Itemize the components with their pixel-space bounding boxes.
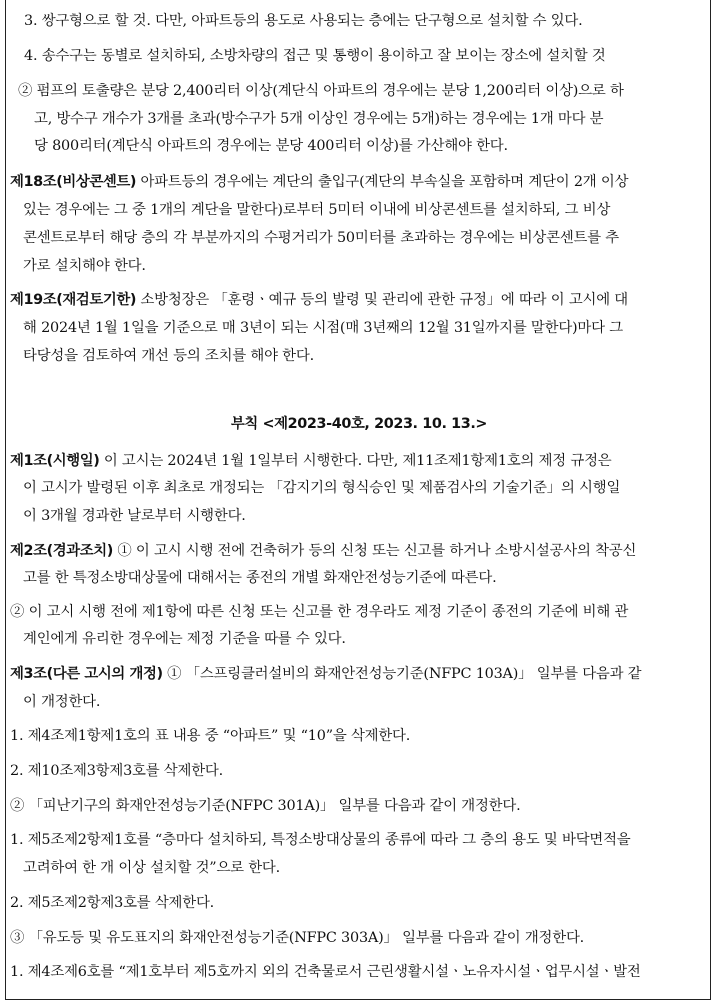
article-19-line-1: 제19조(재검토기한) 소방청장은 「훈령ㆍ예규 등의 발령 및 관리에 관한 규정」에 따라 이 고시에 대 bbox=[10, 292, 629, 308]
addenda-article-3-para-3-item-1: 1. 제4조제6호를 “제1호부터 제5호까지 외의 건축물로서 근린생활시설ㆍ노유자시설ㆍ업무시설ㆍ발전 bbox=[10, 964, 641, 980]
article-18-line-2: 있는 경우에는 그 중 1개의 계단을 말한다)로부터 5미터 이내에 비상콘센트를 설치하되, 그 비상 bbox=[23, 202, 611, 218]
prev-para-2-line-3: 당 800리터(계단식 아파트의 경우에는 분당 400리터 이상)를 가산해야 한다. bbox=[34, 138, 508, 154]
addenda-article-1-heading: 제1조(시행일) bbox=[10, 453, 100, 469]
addenda-article-3-para-3: ③ 「유도등 및 유도표지의 화재안전성능기준(NFPC 303A)」 일부를 다음과 같이 개정한다. bbox=[10, 930, 585, 946]
article-18-line-4: 가로 설치해야 한다. bbox=[23, 258, 146, 274]
prev-para-2-line-2: 고, 방수구 개수가 3개를 초과(방수구가 5개 이상인 경우에는 5개)하는 경우에는 1개 마다 분 bbox=[34, 111, 604, 127]
addenda-article-3-para-2-item-1-line-2: 고려하여 한 개 이상 설치할 것”으로 한다. bbox=[23, 860, 281, 876]
prev-para-2-line-1: ② 펌프의 토출량은 분당 2,400리터 이상(계단식 아파트의 경우에는 분당 1,200리터 이상)으로 하 bbox=[18, 83, 624, 99]
addenda-article-1-line-3: 이 3개월 경과한 날로부터 시행한다. bbox=[23, 508, 246, 524]
addenda-article-3-para-2-item-1-line-1: 1. 제5조제2항제1호를 “층마다 설치하되, 특정소방대상물의 종류에 따라 그 층의 용도 및 바닥면적을 bbox=[10, 832, 631, 848]
addenda-article-2-line-1: 제2조(경과조치) ① 이 고시 시행 전에 건축허가 등의 신청 또는 신고를 하거나 소방시설공사의 착공신 bbox=[10, 543, 637, 559]
article-18-line-1: 제18조(비상콘센트) 아파트등의 경우에는 계단의 출입구(계단의 부속실을 포함하며 계단이 2개 이상 bbox=[10, 174, 629, 190]
addenda-article-2-line-2: 고를 한 특정소방대상물에 대해서는 종전의 개별 화재안전성능기준에 따른다. bbox=[23, 570, 497, 586]
addenda-title: 부칙 <제2023-40호, 2023. 10. 13.> bbox=[230, 416, 488, 432]
prev-item-3: 3. 쌍구형으로 할 것. 다만, 아파트등의 용도로 사용되는 층에는 단구형으로 설치할 수 있다. bbox=[24, 13, 583, 29]
addenda-article-2-para-2-line-2: 계인에게 유리한 경우에는 제정 기준을 따를 수 있다. bbox=[23, 631, 346, 647]
addenda-article-2-heading: 제2조(경과조치) bbox=[10, 543, 113, 559]
addenda-article-3-line-2: 이 개정한다. bbox=[23, 694, 101, 710]
addenda-article-3-para-2-item-2: 2. 제5조제2항제3호를 삭제한다. bbox=[10, 895, 215, 911]
prev-item-4: 4. 송수구는 동별로 설치하되, 소방차량의 접근 및 통행이 용이하고 잘 보이는 장소에 설치할 것 bbox=[24, 48, 606, 64]
addenda-article-3-heading: 제3조(다른 고시의 개정) bbox=[10, 666, 163, 682]
addenda-article-3-para-2: ② 「피난기구의 화재안전성능기준(NFPC 301A)」 일부를 다음과 같이 개정한다. bbox=[10, 798, 521, 814]
document-frame bbox=[5, 0, 711, 1000]
addenda-article-3-item-1: 1. 제4조제1항제1호의 표 내용 중 “아파트” 및 “10”을 삭제한다. bbox=[10, 728, 411, 744]
article-18-heading: 제18조(비상콘센트) bbox=[10, 174, 137, 190]
article-19-line-2: 해 2024년 1월 1일을 기준으로 매 3년이 되는 시점(매 3년째의 12월 31일까지를 말한다)마다 그 bbox=[23, 320, 623, 336]
article-19-line-3: 타당성을 검토하여 개선 등의 조치를 해야 한다. bbox=[23, 348, 314, 364]
addenda-article-3-item-2: 2. 제10조제3항제3호를 삭제한다. bbox=[10, 763, 223, 779]
addenda-article-2-para-2-line-1: ② 이 고시 시행 전에 제1항에 따른 신청 또는 신고를 한 경우라도 제정 기준이 종전의 기준에 비해 관 bbox=[10, 604, 629, 620]
article-18-line-3: 콘센트로부터 해당 층의 각 부분까지의 수평거리가 50미터를 초과하는 경우에는 비상콘센트를 추 bbox=[23, 230, 620, 246]
addenda-article-1-line-1: 제1조(시행일) 이 고시는 2024년 1월 1일부터 시행한다. 다만, 제11조제1항제1호의 제정 규정은 bbox=[10, 453, 612, 469]
article-19-heading: 제19조(재검토기한) bbox=[10, 292, 137, 308]
addenda-article-3-line-1: 제3조(다른 고시의 개정) ① 「스프링클러설비의 화재안전성능기준(NFPC 103A)」 일부를 다음과 같 bbox=[10, 666, 642, 682]
addenda-article-1-line-2: 이 고시가 발령된 이후 최초로 개정되는 「감지기의 형식승인 및 제품검사의 기술기준」의 시행일 bbox=[23, 480, 621, 496]
